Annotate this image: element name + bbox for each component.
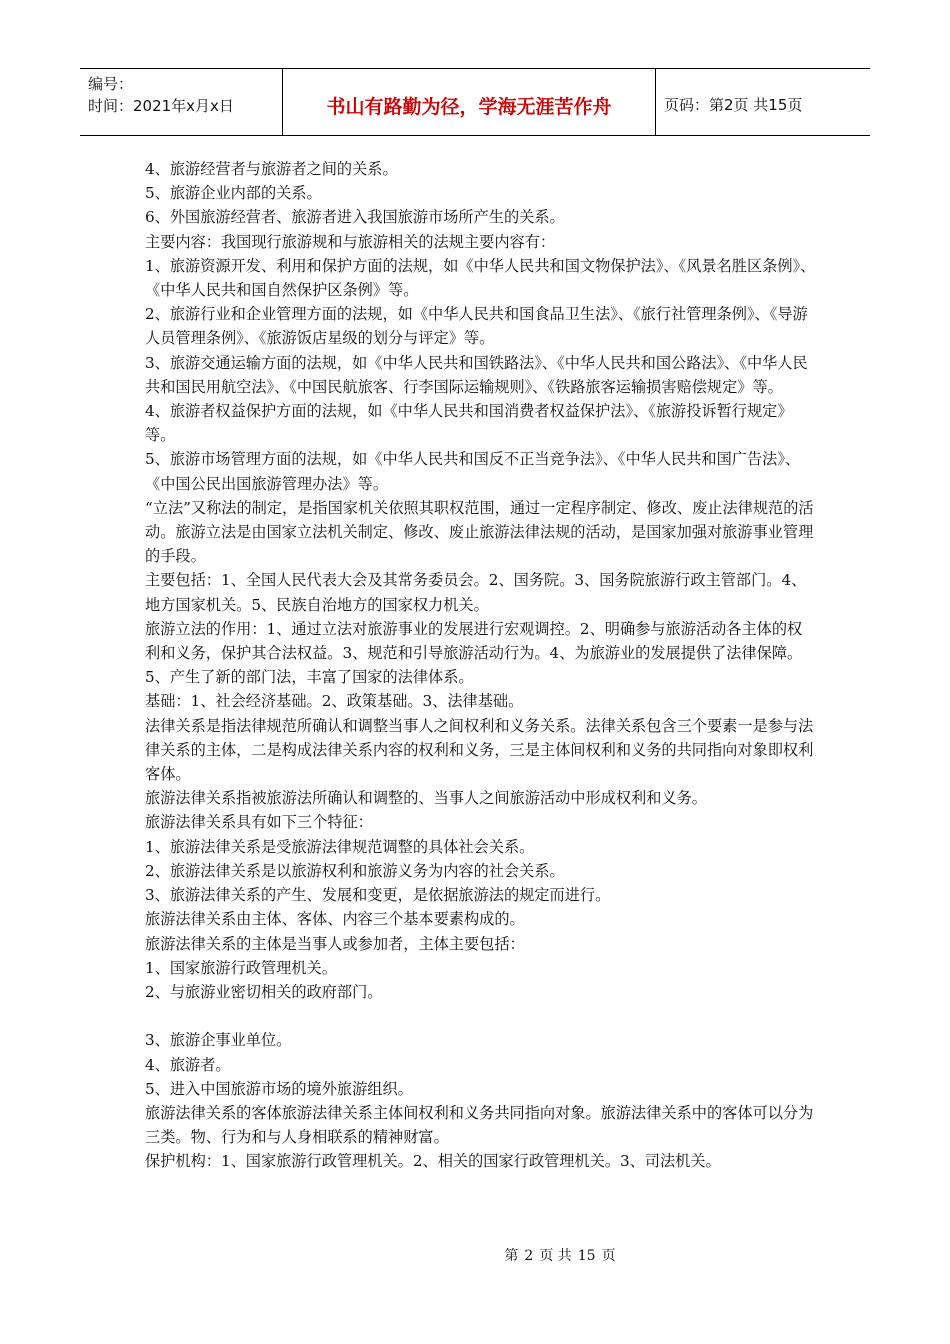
footer-middle: 页 共 xyxy=(539,1248,572,1264)
body-paragraph: 主要包括：1、全国人民代表大会及其常务委员会。2、国务院。3、国务院旅游行政主管部门。4、地方国家机关。5、民族自治地方的国家权力机关。 xyxy=(145,571,807,614)
body-paragraph: 3、旅游企事业单位。 xyxy=(145,1031,292,1050)
body-paragraph: 1、旅游资源开发、利用和保护方面的法规，如《中华人民共和国文物保护法》、《风景名胜区条例》、《中华人民共和国自然保护区条例》等。 xyxy=(145,256,816,300)
footer-total-pages: 15 xyxy=(577,1248,596,1264)
body-paragraph: 旅游法律关系由主体、客体、内容三个基本要素构成的。 xyxy=(145,910,525,929)
body-paragraph: 1、旅游法律关系是受旅游法律规范调整的具体社会关系。 xyxy=(145,837,535,856)
footer-suffix: 页 xyxy=(601,1248,616,1264)
body-paragraph: 主要内容：我国现行旅游规和与旅游相关的法规主要内容有： xyxy=(145,232,556,251)
document-time-label: 时间：2021年x月x日 xyxy=(88,97,234,115)
body-paragraph: 4、旅游经营者与旅游者之间的关系。 xyxy=(145,160,398,178)
document-body xyxy=(145,157,817,1174)
header-meta xyxy=(80,69,283,135)
body-paragraph: 旅游立法的作用：1、通过立法对旅游事业的发展进行宏观调控。2、明确参与旅游活动各主体的权利和义务，保护其合法权益。3、规范和引导旅游活动行为。4、为旅游业的发展提供了法律保障。5、产生了新的部门法，丰富了国家的法律体系。 xyxy=(145,619,803,687)
header-page-info: 页码：第2页 共15页 xyxy=(664,95,803,114)
body-paragraph: 旅游法律关系的主体是当事人或参加者，主体主要包括： xyxy=(145,934,525,953)
body-paragraph: 旅游法律关系具有如下三个特征： xyxy=(145,813,373,832)
body-paragraph: “立法”又称法的制定，是指国家机关依照其职权范围，通过一定程序制定、修改、废止法律规范的活动。旅游立法是由国家立法机关制定、修改、废止旅游法律法规的活动，是国家加强对旅游事业管理的手段。 xyxy=(145,498,814,566)
body-paragraph: 基础：1、社会经济基础。2、政策基础。3、法律基础。 xyxy=(145,692,524,711)
body-paragraph: 4、旅游者。 xyxy=(145,1055,231,1074)
body-paragraph: 法律关系是指法律规范所确认和调整当事人之间权利和义务关系。法律关系包含三个要素一是参与法律关系的主体，二是构成法律关系内容的权利和义务，三是主体间权利和义务的共同指向对象即权利客体。 xyxy=(145,716,814,784)
body-paragraph: 2、旅游行业和企业管理方面的法规，如《中华人民共和国食品卫生法》、《旅行社管理条例》、《导游人员管理条例》、《旅游饭店星级的划分与评定》等。 xyxy=(145,305,808,348)
body-paragraph: 3、旅游法律关系的产生、发展和变更，是依据旅游法的规定而进行。 xyxy=(145,886,611,905)
header-motto: 书山有路勤为径，学海无涯苦作舟 xyxy=(283,69,656,135)
body-paragraph: 4、旅游者权益保护方面的法规，如《中华人民共和国消费者权益保护法》、《旅游投诉暂行规定》等。 xyxy=(145,402,793,445)
page-footer xyxy=(0,1245,950,1265)
body-paragraph: 5、旅游企业内部的关系。 xyxy=(145,184,322,203)
body-paragraph: 3、旅游交通运输方面的法规，如《中华人民共和国铁路法》、《中华人民共和国公路法》、《中华人民共和国民用航空法》、《中国民航旅客、行李国际运输规则》、《铁路旅客运输损害赔偿规定》等。 xyxy=(145,353,808,396)
document-number-label: 编号： xyxy=(88,75,134,93)
body-paragraph: 旅游法律关系的客体旅游法律关系主体间权利和义务共同指向对象。旅游法律关系中的客体可以分为三类。物、行为和与人身相联系的精神财富。 xyxy=(145,1103,814,1147)
body-paragraph: 2、与旅游业密切相关的政府部门。 xyxy=(145,982,383,1001)
body-paragraph: 2、旅游法律关系是以旅游权利和旅游义务为内容的社会关系。 xyxy=(145,861,565,880)
footer-page-number: 2 xyxy=(524,1248,534,1264)
body-paragraph: 保护机构：1、国家旅游行政管理机关。2、相关的国家行政管理机关。3、司法机关。 xyxy=(145,1152,721,1171)
body-paragraph: 1、国家旅游行政管理机关。 xyxy=(145,958,337,977)
body-paragraph: 5、进入中国旅游市场的境外旅游组织。 xyxy=(145,1079,413,1098)
footer-prefix: 第 xyxy=(504,1248,519,1264)
body-paragraph xyxy=(145,1004,817,1028)
body-paragraph: 旅游法律关系指被旅游法所确认和调整的、当事人之间旅游活动中形成权利和义务。 xyxy=(145,789,707,808)
body-paragraph: 5、旅游市场管理方面的法规，如《中华人民共和国反不正当竞争法》、《中华人民共和国广告法》、《中国公民出国旅游管理办法》等。 xyxy=(145,450,801,493)
page-header xyxy=(80,68,870,136)
body-paragraph: 6、外国旅游经营者、旅游者进入我国旅游市场所产生的关系。 xyxy=(145,208,565,227)
